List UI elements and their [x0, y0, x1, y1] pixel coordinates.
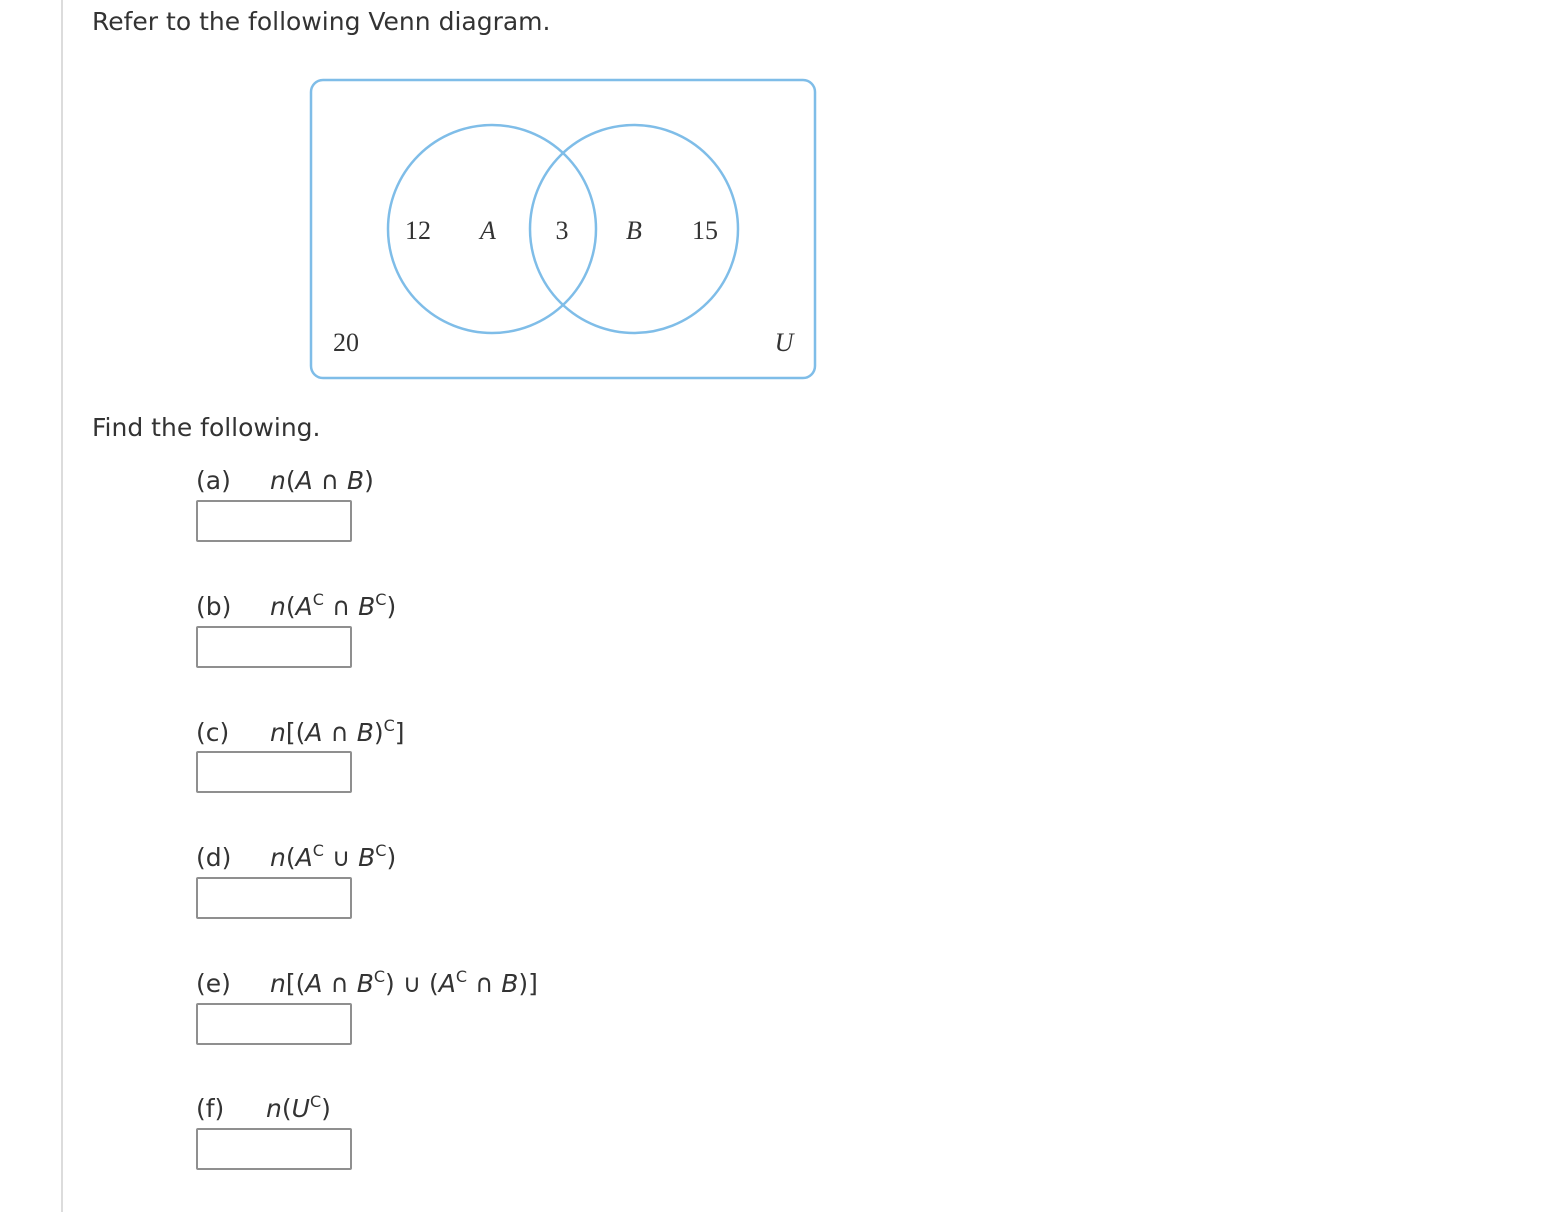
part-e-letter: (e): [196, 969, 231, 998]
venn-diagram: [308, 77, 818, 381]
part-b-letter: (b): [196, 592, 232, 621]
part-c-answer-input[interactable]: [196, 751, 352, 793]
part-b-label: [196, 592, 396, 622]
part-a-expression: n(A ∩ B): [270, 466, 374, 495]
set-a-label: A: [480, 216, 496, 245]
part-a-letter: (a): [196, 466, 231, 495]
part-b-expression: $n(A^C$ ∩ $B^C$): [270, 590, 397, 621]
part-f-letter: (f): [196, 1094, 225, 1123]
part-e-label: [196, 969, 538, 999]
intersection-value: 3: [555, 216, 569, 245]
part-a-label: [196, 466, 374, 496]
a-only-value: 12: [405, 216, 431, 245]
part-d-expression: $n(A^C$ ∪ $B^C$): [270, 841, 397, 872]
part-f-label: [196, 1094, 331, 1124]
set-b-label: B: [626, 216, 642, 245]
part-d-letter: (d): [196, 843, 232, 872]
intro-text: Refer to the following Venn diagram.: [92, 7, 551, 36]
part-c-expression: n[(A ∩ B)$^C$]: [270, 716, 405, 747]
left-margin-rule: [61, 0, 63, 1212]
part-e-answer-input[interactable]: [196, 1003, 352, 1045]
part-a-answer-input[interactable]: [196, 500, 352, 542]
part-c-letter: (c): [196, 718, 230, 747]
part-d-answer-input[interactable]: [196, 877, 352, 919]
part-f-answer-input[interactable]: [196, 1128, 352, 1170]
part-c-label: [196, 718, 405, 748]
outside-value: 20: [333, 328, 359, 357]
part-d-label: [196, 843, 396, 873]
part-e-expression: n[(A ∩ $B^C$) ∪ ($A^C$ ∩ B)]: [270, 967, 538, 998]
instruction-text: Find the following.: [92, 413, 321, 442]
part-b-answer-input[interactable]: [196, 626, 352, 668]
universe-label: U: [774, 328, 794, 357]
part-f-expression: $n(U^C)$: [266, 1092, 331, 1123]
b-only-value: 15: [692, 216, 718, 245]
